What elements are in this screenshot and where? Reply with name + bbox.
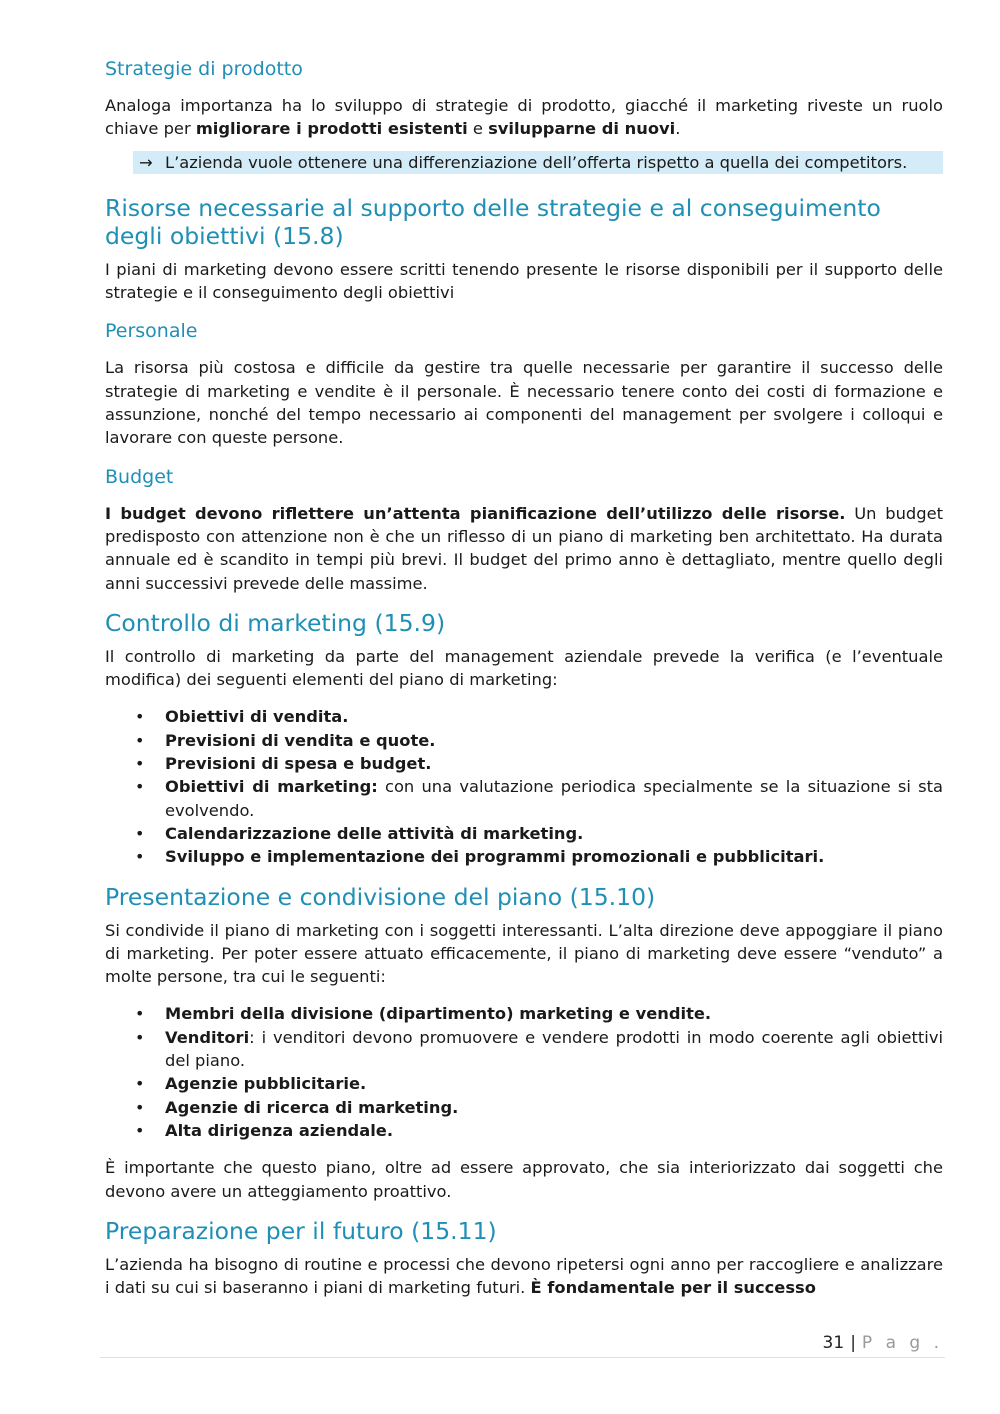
text-span: . xyxy=(675,119,681,139)
bold-text: Agenzie pubblicitarie. xyxy=(165,1074,367,1094)
heading-strategie-prodotto: Strategie di prodotto xyxy=(105,58,303,80)
paragraph-risorse: I piani di marketing devono essere scritti tenendo presente le risorse disponibili per il supporto delle strategie e il conseguimento degli obiettivi xyxy=(105,259,943,303)
bullet-icon: • xyxy=(135,847,145,867)
callout-box xyxy=(133,151,943,174)
bold-text: Venditori xyxy=(165,1027,250,1047)
bold-text: Previsioni di vendita e quote. xyxy=(165,730,436,750)
heading-preparazione: Preparazione per il futuro (15.11) xyxy=(105,1216,497,1245)
paragraph-preparazione xyxy=(105,1253,943,1300)
bullet-icon: • xyxy=(135,754,145,774)
bold-text: Agenzie di ricerca di marketing. xyxy=(165,1097,459,1117)
paragraph-presentazione: Si condivide il piano di marketing con i soggetti interessanti. L’alta direzione deve appoggiare il piano di marketing. Per poter essere attuato efficacemente, il piano di marketing deve essere “venduto” a molte persone, tra cui le seguenti: xyxy=(105,920,943,987)
paragraph-presentazione-conclusion: È importante che questo piano, oltre ad essere approvato, che sia interiorizzato dai soggetti che devono avere un atteggiamento proattivo. xyxy=(105,1158,943,1201)
list-item xyxy=(105,729,943,752)
paragraph-budget xyxy=(105,502,943,595)
bold-text: Previsioni di spesa e budget. xyxy=(165,754,432,774)
text-span: L’azienda ha bisogno di routine e processi che devono ripetersi ogni anno per raccogliere e analizzare i dati su cui si baseranno i piani di marketing futuri. xyxy=(105,1254,943,1298)
text-span: : i venditori devono promuovere e vendere prodotti in modo coerente agli obiettivi del piano. xyxy=(165,1027,943,1071)
list-item xyxy=(105,1002,943,1025)
callout-text: L’azienda vuole ottenere una differenziazione dell’offerta rispetto a quella dei competitors. xyxy=(165,152,908,172)
list-item xyxy=(105,1072,943,1095)
bold-text: migliorare i prodotti esistenti xyxy=(195,119,468,139)
list-item xyxy=(105,752,943,775)
arrow-icon: → xyxy=(139,152,153,172)
bold-text: Obiettivi di vendita. xyxy=(165,707,349,727)
bold-text: Obiettivi di marketing: xyxy=(165,777,378,797)
text-span: Analoga importanza ha lo sviluppo di strategie di prodotto, giacché il marketing riveste un ruolo chiave per xyxy=(105,96,943,139)
bullet-icon: • xyxy=(135,707,145,727)
footer-divider xyxy=(100,1357,945,1358)
presentazione-list xyxy=(105,1002,943,1142)
text-span: e xyxy=(467,119,489,139)
bullet-icon: • xyxy=(135,1004,145,1024)
list-item xyxy=(105,775,943,822)
bullet-icon: • xyxy=(135,730,145,750)
heading-controllo: Controllo di marketing (15.9) xyxy=(105,608,446,637)
bold-text: Calendarizzazione delle attività di marketing. xyxy=(165,823,584,843)
paragraph-strategie-prodotto xyxy=(105,94,943,141)
paragraph-controllo: Il controllo di marketing da parte del management aziendale prevede la verifica (e l’eventuale modifica) dei seguenti elementi del piano di marketing: xyxy=(105,646,943,690)
paragraph-personale: La risorsa più costosa e difficile da gestire tra quelle necessarie per garantire il successo delle strategie di marketing e vendite è il personale. È necessario tenere conto dei costi di formazione e assunzione, nonché del tempo necessario ai componenti del management per svolgere i colloqui e lavorare con queste persone. xyxy=(105,358,943,448)
bullet-icon: • xyxy=(135,1097,145,1117)
list-item xyxy=(105,1096,943,1119)
list-item xyxy=(105,822,943,845)
bold-text: Alta dirigenza aziendale. xyxy=(165,1120,394,1140)
page-label: P a g . xyxy=(861,1333,943,1353)
bold-text: Membri della divisione (dipartimento) marketing e vendite. xyxy=(165,1004,712,1024)
bold-text: svilupparne di nuovi xyxy=(488,119,676,139)
bullet-icon: • xyxy=(135,823,145,843)
heading-budget: Budget xyxy=(105,465,174,488)
footer-separator: | xyxy=(850,1333,856,1353)
list-item xyxy=(105,1026,943,1073)
page-number: 31 xyxy=(822,1333,845,1353)
bullet-icon: • xyxy=(135,777,145,797)
heading-presentazione: Presentazione e condivisione del piano (15.10) xyxy=(105,882,656,911)
page-footer xyxy=(823,1333,943,1353)
list-item xyxy=(105,845,943,868)
controllo-list xyxy=(105,705,943,868)
heading-personale: Personale xyxy=(105,320,198,343)
list-item xyxy=(105,1119,943,1142)
text-span: con una valutazione periodica specialmente se la situazione si sta evolvendo. xyxy=(165,777,943,820)
bullet-icon: • xyxy=(135,1074,145,1094)
list-item xyxy=(105,705,943,728)
bold-text: È fondamentale per il successo xyxy=(530,1278,816,1298)
heading-risorse: Risorse necessarie al supporto delle strategie e al conseguimento degli obiettivi (15.8) xyxy=(105,193,881,250)
text-span: Un budget predisposto con attenzione non è che un riflesso di un piano di marketing ben architettato. Ha durata annuale ed è scandito in tempi più brevi. Il budget del primo anno è dettagliato, mentre quello degli anni successivi prevede delle massime. xyxy=(105,503,943,593)
bold-text: I budget devono riflettere un’attenta pianificazione dell’utilizzo delle risorse. xyxy=(105,503,846,523)
bullet-icon: • xyxy=(135,1120,145,1140)
bullet-icon: • xyxy=(135,1027,145,1047)
document-page xyxy=(105,56,943,1313)
bold-text: Sviluppo e implementazione dei programmi promozionali e pubblicitari. xyxy=(165,847,825,867)
